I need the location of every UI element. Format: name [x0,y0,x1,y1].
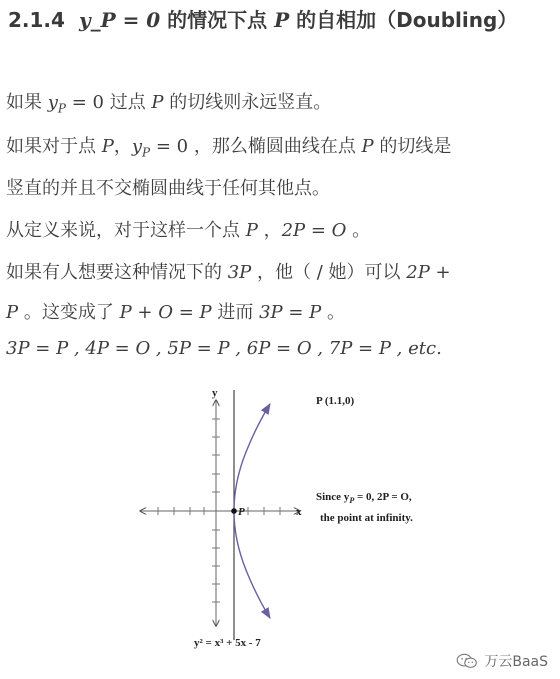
text: 。 [346,220,371,241]
math-2p-plus: 2P + [406,262,451,283]
text: 进而 [211,302,260,323]
math-3p-p: 3P = P [259,302,322,323]
section-number: 2.1.4 [8,8,65,32]
paragraph-7 [6,338,442,359]
math-p: P [101,136,114,157]
math-sequence: 3P = P , 4P = O , 5P = P , 6P = O , 7P = P , etc. [6,338,442,359]
math-y: y [47,92,58,113]
heading-mid: 的情况下点 [160,8,275,32]
note-line-1: Since $y_P = 0$, 2P = O, [316,491,412,505]
text: 如果对于点 [6,136,102,157]
math-eq: = 0 [65,92,104,113]
x-axis-label: x [296,506,302,518]
text: 的切线是 [373,136,452,157]
section-heading [8,4,517,33]
watermark-text: 万云BaaS [484,654,548,670]
paragraph-6 [6,298,345,324]
math-p: P [361,136,374,157]
curve-diagram [128,382,428,672]
math-2p-o: 2P = O [281,220,347,241]
text: 竖直的并且不交椭圆曲线于任何其他点。 [6,178,330,199]
text: 如果有人想要这种情况下的 [6,262,228,283]
point-p-label: P [238,506,245,518]
math-p: P [245,220,258,241]
heading-tail: 的自相加（Doubling） [289,8,518,32]
text: ， [257,220,282,241]
top-label: P (1.1,0) [316,395,355,407]
text: 过点 [103,92,152,113]
text: 。这变成了 [18,302,120,323]
text: ，那么椭圆曲线在点 [188,136,362,157]
text: ，他（ / 她）可以 [251,262,407,283]
text: 。 [321,302,345,323]
curve-equation: y² = x³ + 5x - 7 [194,637,261,649]
y-axis-label: y [212,387,218,399]
math-sub: P [142,145,151,160]
paragraph-5 [6,258,451,284]
math-eq: = 0 [150,136,189,157]
text: 如果 [6,92,48,113]
math-p-plus-o: P + O = P [119,302,212,323]
math-sub: P [57,101,66,116]
point-p [231,508,237,514]
text: ， [113,136,132,157]
elliptic-curve-figure [128,382,428,672]
curve-upper [234,404,270,511]
paragraph-1 [6,88,331,116]
text: 的切线则永远竖直。 [163,92,332,113]
text: 从定义来说，对于这样一个点 [6,220,246,241]
watermark [456,651,548,671]
paragraph-2 [6,132,451,160]
note-line-2: the point at infinity. [320,512,413,524]
math-p: P [151,92,164,113]
heading-p: P [274,8,290,32]
paragraph-4 [6,216,370,242]
math-y: y [131,136,143,157]
curve-lower [234,511,270,618]
paragraph-3 [6,174,330,200]
heading-math: y_P = 0 [78,8,161,32]
math-3p: 3P [227,262,252,283]
wechat-icon [456,653,478,669]
math-p: P [6,302,19,323]
